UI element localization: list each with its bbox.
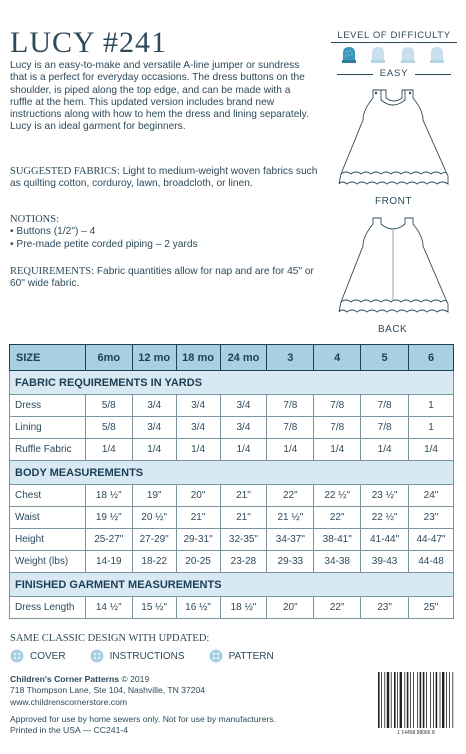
barcode-bar	[436, 672, 438, 728]
barcode-bar	[442, 672, 444, 728]
table-cell: 7/8	[361, 417, 409, 439]
table-cell: 1/4	[176, 439, 220, 461]
barcode-bar	[449, 672, 450, 728]
barcode-bar	[426, 672, 427, 728]
table-cell: 22"	[267, 485, 314, 507]
row-label: Chest	[10, 485, 86, 507]
table-cell: 20 ½"	[132, 507, 176, 529]
section-row	[10, 573, 454, 597]
section-title: FINISHED GARMENT MEASUREMENTS	[10, 573, 454, 597]
section-title: FABRIC REQUIREMENTS IN YARDS	[10, 371, 454, 395]
table-cell: 1/4	[85, 439, 132, 461]
thimble-icon	[427, 44, 447, 64]
table-row	[10, 439, 454, 461]
button-icon	[10, 649, 24, 663]
update-label: COVER	[30, 650, 66, 662]
front-dress-illustration	[338, 84, 450, 194]
section-row	[10, 371, 454, 395]
table-cell: 7/8	[314, 417, 361, 439]
notions-heading: NOTIONS:	[10, 214, 59, 225]
table-row	[10, 485, 454, 507]
table-cell: 7/8	[267, 395, 314, 417]
difficulty-level	[331, 67, 457, 81]
row-label: Dress Length	[10, 597, 86, 619]
barcode-bar	[391, 672, 392, 728]
fabrics-text: Light to medium-weight woven fabrics such as quilting cotton, corduroy, lawn, broadcloth, or linen.	[10, 166, 318, 190]
difficulty-label: LEVEL OF DIFFICULTY	[337, 30, 451, 41]
table-cell: 22"	[314, 597, 361, 619]
barcode-bar	[423, 672, 425, 728]
table-cell: 22 ½"	[314, 485, 361, 507]
size-header-cell: 4	[314, 345, 361, 371]
barcode-bar	[397, 672, 398, 728]
size-table	[9, 344, 454, 619]
barcode-bar	[410, 672, 411, 728]
table-cell: 1	[409, 395, 454, 417]
table-cell: 44-48	[409, 551, 454, 573]
barcode-bar	[452, 672, 453, 728]
table-cell: 21 ½"	[267, 507, 314, 529]
table-cell: 5/8	[85, 417, 132, 439]
barcode	[376, 672, 456, 736]
table-cell: 19 ½"	[85, 507, 132, 529]
size-header-cell: 6mo	[85, 345, 132, 371]
notions-item: • Buttons (1/2") – 4	[10, 226, 96, 238]
barcode-bar	[387, 672, 389, 728]
table-row	[10, 597, 454, 619]
table-cell: 20-25	[176, 551, 220, 573]
table-cell: 25"	[409, 597, 454, 619]
table-cell: 20"	[176, 485, 220, 507]
barcode-bar	[384, 672, 385, 728]
usage-notice	[10, 714, 276, 737]
table-cell: 21"	[176, 507, 220, 529]
table-cell: 7/8	[267, 417, 314, 439]
table-row	[10, 507, 454, 529]
printed-text: Printed in the USA — CC241-4	[10, 725, 128, 736]
pattern-description: Lucy is an easy-to-make and versatile A-line jumper or sundress that is a perfect for everyday occasions. The dress buttons on the shoulder, is piped along the top edge, and can be made with a ruffle at the hem. This updated version includes brand new instructions along with how to hem the dress and lining separately. Lucy is an ideal garment for beginners.	[10, 60, 309, 133]
barcode-bar	[381, 672, 382, 728]
table-cell: 23"	[409, 507, 454, 529]
button-icon	[90, 649, 104, 663]
table-cell: 29-33	[267, 551, 314, 573]
thimble-icon	[339, 44, 359, 64]
thimble-icon	[368, 44, 388, 64]
table-cell: 1/4	[220, 439, 267, 461]
size-header-row	[10, 345, 454, 371]
barcode-bar	[407, 672, 409, 728]
table-cell: 7/8	[314, 395, 361, 417]
thimble-icon	[398, 44, 418, 64]
barcode-bar	[417, 672, 418, 728]
table-row	[10, 529, 454, 551]
table-cell: 23-28	[220, 551, 267, 573]
table-cell: 32-35"	[220, 529, 267, 551]
difficulty-level-text: EASY	[379, 68, 409, 79]
table-row	[10, 551, 454, 573]
barcode-bar	[430, 672, 431, 728]
difficulty-thimbles	[339, 44, 447, 64]
table-cell: 7/8	[361, 395, 409, 417]
update-pattern	[209, 649, 274, 663]
table-cell: 38-41"	[314, 529, 361, 551]
table-row	[10, 417, 454, 439]
barcode-bar	[378, 672, 380, 728]
table-cell: 20"	[267, 597, 314, 619]
table-cell: 14 ½"	[85, 597, 132, 619]
table-cell: 21"	[220, 507, 267, 529]
table-cell: 19"	[132, 485, 176, 507]
table-cell: 16 ½"	[176, 597, 220, 619]
update-cover	[10, 649, 66, 663]
table-cell: 1/4	[314, 439, 361, 461]
table-row	[10, 395, 454, 417]
difficulty-divider	[331, 42, 457, 43]
table-cell: 22"	[314, 507, 361, 529]
pattern-title: LUCY #241	[10, 26, 168, 59]
notions	[10, 214, 318, 251]
same-design-heading: SAME CLASSIC DESIGN WITH UPDATED:	[10, 633, 210, 644]
table-cell: 22 ½"	[361, 507, 409, 529]
company-address: 718 Thompson Lane, Ste 104, Nashville, TN 37204	[10, 685, 206, 696]
back-dress-illustration	[338, 212, 450, 322]
requirements-heading: REQUIREMENTS:	[10, 266, 94, 277]
fabrics-heading: SUGGESTED FABRICS:	[10, 166, 120, 177]
back-caption: BACK	[378, 324, 408, 335]
size-header-cell: 12 mo	[132, 345, 176, 371]
barcode-bar	[394, 672, 396, 728]
copyright: © 2019	[119, 674, 150, 684]
table-cell: 18 ½"	[85, 485, 132, 507]
section-row	[10, 461, 454, 485]
table-cell: 3/4	[220, 417, 267, 439]
table-cell: 1/4	[267, 439, 314, 461]
table-cell: 27-29"	[132, 529, 176, 551]
size-header-cell: 3	[267, 345, 314, 371]
table-cell: 14-19	[85, 551, 132, 573]
table-cell: 44-47"	[409, 529, 454, 551]
update-label: INSTRUCTIONS	[109, 650, 185, 662]
table-cell: 3/4	[176, 417, 220, 439]
size-header-cell: 24 mo	[220, 345, 267, 371]
row-label: Dress	[10, 395, 86, 417]
barcode-bar	[420, 672, 422, 728]
table-cell: 41-44"	[361, 529, 409, 551]
approved-text: Approved for use by home sewers only. Not for use by manufacturers.	[10, 714, 276, 724]
barcode-number: 1 14458 98066 8	[397, 730, 435, 736]
front-caption: FRONT	[375, 196, 412, 207]
row-label: Ruffle Fabric	[10, 439, 86, 461]
row-label: Weight (lbs)	[10, 551, 86, 573]
table-cell: 3/4	[220, 395, 267, 417]
table-cell: 21"	[220, 485, 267, 507]
table-cell: 34-37"	[267, 529, 314, 551]
table-cell: 1/4	[132, 439, 176, 461]
row-label: Waist	[10, 507, 86, 529]
table-cell: 15 ½"	[132, 597, 176, 619]
size-header-label: SIZE	[10, 345, 86, 371]
size-header-cell: 6	[409, 345, 454, 371]
update-label: PATTERN	[228, 650, 274, 662]
table-cell: 23 ½"	[361, 485, 409, 507]
table-cell: 23"	[361, 597, 409, 619]
barcode-bar	[404, 672, 405, 728]
requirements-text: Fabric quantities allow for nap and are for 45" or 60" wide fabric.	[10, 266, 314, 290]
row-label: Lining	[10, 417, 86, 439]
notions-item: • Pre-made petite corded piping – 2 yards	[10, 238, 198, 250]
requirements	[10, 266, 318, 291]
table-cell: 1/4	[361, 439, 409, 461]
table-cell: 3/4	[176, 395, 220, 417]
table-cell: 1/4	[409, 439, 454, 461]
barcode-bar	[440, 672, 441, 728]
table-cell: 5/8	[85, 395, 132, 417]
size-header-cell: 18 mo	[176, 345, 220, 371]
section-title: BODY MEASUREMENTS	[10, 461, 454, 485]
level-line-right	[415, 74, 451, 75]
table-cell: 3/4	[132, 395, 176, 417]
row-label: Height	[10, 529, 86, 551]
barcode-bar	[433, 672, 434, 728]
table-cell: 39-43	[361, 551, 409, 573]
barcode-bar	[400, 672, 402, 728]
company-name: Children's Corner Patterns	[10, 674, 120, 684]
table-cell: 25-27"	[85, 529, 132, 551]
barcode-bar	[413, 672, 414, 728]
update-instructions	[90, 649, 185, 663]
table-cell: 24"	[409, 485, 454, 507]
suggested-fabrics	[10, 166, 318, 191]
button-icon	[209, 649, 223, 663]
company-website: www.childrenscornerstore.com	[10, 696, 128, 707]
table-cell: 34-38	[314, 551, 361, 573]
size-header-cell: 5	[361, 345, 409, 371]
table-cell: 29-31"	[176, 529, 220, 551]
size-chart	[9, 344, 454, 619]
table-cell: 18 ½"	[220, 597, 267, 619]
table-cell: 3/4	[132, 417, 176, 439]
table-cell: 18-22	[132, 551, 176, 573]
table-cell: 1	[409, 417, 454, 439]
updates-list	[10, 649, 298, 663]
publisher-info	[10, 674, 205, 708]
barcode-bar	[446, 672, 447, 728]
